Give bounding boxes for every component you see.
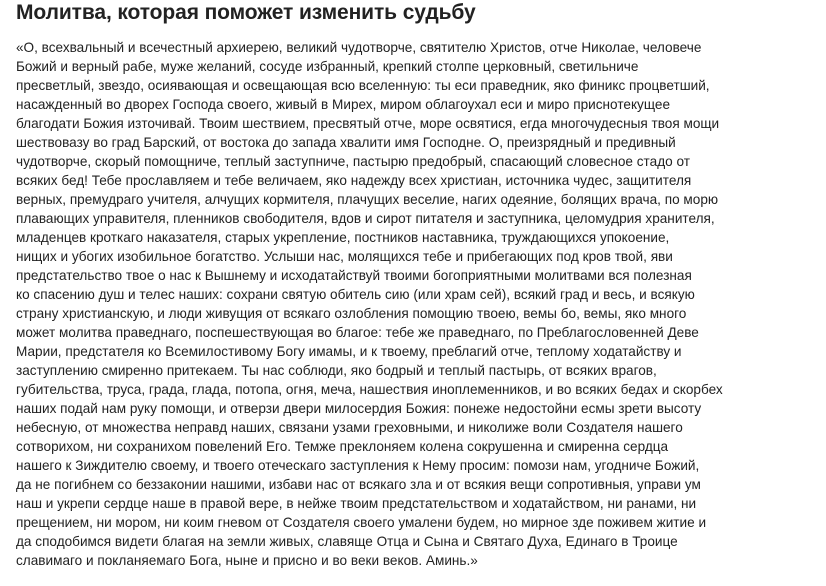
prayer-line: да сподобимся видети благая на земли живых, славяще Отца и Сына и Святаго Духа, Единаго в Троице (16, 534, 678, 549)
prayer-line: плавающих управителя, пленников свободителя, вдов и сирот питателя и заступника, целомудрия хранителя, (16, 211, 715, 226)
prayer-line: пресветлый, звездо, осиявающая и освещающая всю вселенную: ты еси праведник, яко финикс процветший, (16, 78, 710, 93)
prayer-line: прещением, ни мором, ни коим гневом от Создателя своего умалени будем, но мирное зде поживем житие и (16, 515, 707, 530)
prayer-line: губительства, труса, града, глада, потопа, огня, меча, нашествия иноплеменников, и во всяких бедах и скорбех (16, 382, 723, 397)
prayer-line: наш и укрепи сердце наше в правой вере, в нейже твоим предстательством и ходатайством, ни ранами, ни (16, 496, 697, 511)
prayer-line: может молитва праведнаго, поспешествующая во благое: тебе же праведнаго, по Преблагословенней Деве (16, 325, 699, 340)
prayer-line: всяких бед! Тебе прославляем и тебе величаем, яко надежду всех христиан, источника чудес, защитителя (16, 173, 692, 188)
prayer-line: наших подай нам руку помощи, и отверзи двери милосердия Божия: понеже недостойни есмы зрети высоту (16, 401, 702, 416)
prayer-line: Марии, предстателя ко Всемилостивому Богу имамы, и к твоему, преблагий отче, теплому ходатайству и (16, 344, 682, 359)
prayer-line: шествовазу во град Барский, от востока до запада хвалити имя Господне. О, преизрядный и предивный (16, 135, 676, 150)
prayer-line: насажденный во дворех Господа своего, живый в Мирех, миром облагоухал еси и миро приснотекущее (16, 97, 671, 112)
prayer-line: младенцев кроткаго наказателя, старых укрепление, постников наставника, труждающихся упокоение, (16, 230, 670, 245)
prayer-line: Божий и верный рабе, муже желаний, сосуде избранный, крепкий столпе церковный, светильниче (16, 59, 639, 74)
prayer-line: предстательство твое о нас к Вышнему и исходатайствуй твоими богоприятными молитвами вся полезная (16, 268, 692, 283)
prayer-line: нищих и убогих изобильное богатство. Услыши нас, молящихся тебе и прибегающих под кров твой, яви (16, 249, 673, 264)
prayer-line: славимаго и покланяемаго Бога, ныне и присно и во веки веков. Аминь.» (16, 553, 478, 568)
prayer-line: заступлению смиренно притекаем. Ты нас соблюди, яко бодрый и теплый пастырь, от всяких врагов, (16, 363, 657, 378)
prayer-line: верных, премудраго учителя, алчущих кормителя, плачущих веселие, нагих одеяние, болящих врача, по морю (16, 192, 719, 207)
prayer-line: небесную, от множества неправд наших, связани узами греховными, и николиже воли Создателя нашего (16, 420, 683, 435)
prayer-line: благодати Божия източивай. Твоим шествием, пресвятый отче, море освятися, егда многочудесныя твоя мощи (16, 116, 720, 131)
prayer-line: «О, всехвальный и всечестный архиерею, великий чудотворче, святителю Христов, отче Николае, человече (16, 40, 702, 55)
prayer-text (16, 38, 816, 570)
prayer-line: страну христианскую, и люди живущия от всякаго озлобления помощию твоею, вемы бо, вемы, яко много (16, 306, 687, 321)
prayer-line: сотворихом, ни сохранихом повелений Его. Темже преклоняем колена сокрушенна и смиренна сердца (16, 439, 669, 454)
prayer-line: ко спасению душ и телес наших: сохрани святую обитель сию (или храм сей), всякий град и весь, и всякую (16, 287, 695, 302)
prayer-line: да не погибнем со беззаконии нашими, избави нас от всякаго зла и от всякия вещи сопротивныя, управи ум (16, 477, 701, 492)
page-title: Молитва, которая поможет изменить судьбу (16, 1, 476, 24)
prayer-line: нашего к Зиждителю своему, и твоего отеческаго заступления к Нему просим: помози нам, угодниче Божий, (16, 458, 700, 473)
prayer-line: чудотворче, скорый помощниче, теплый заступниче, пастырю предобрый, спасающий словесное стадо от (16, 154, 690, 169)
